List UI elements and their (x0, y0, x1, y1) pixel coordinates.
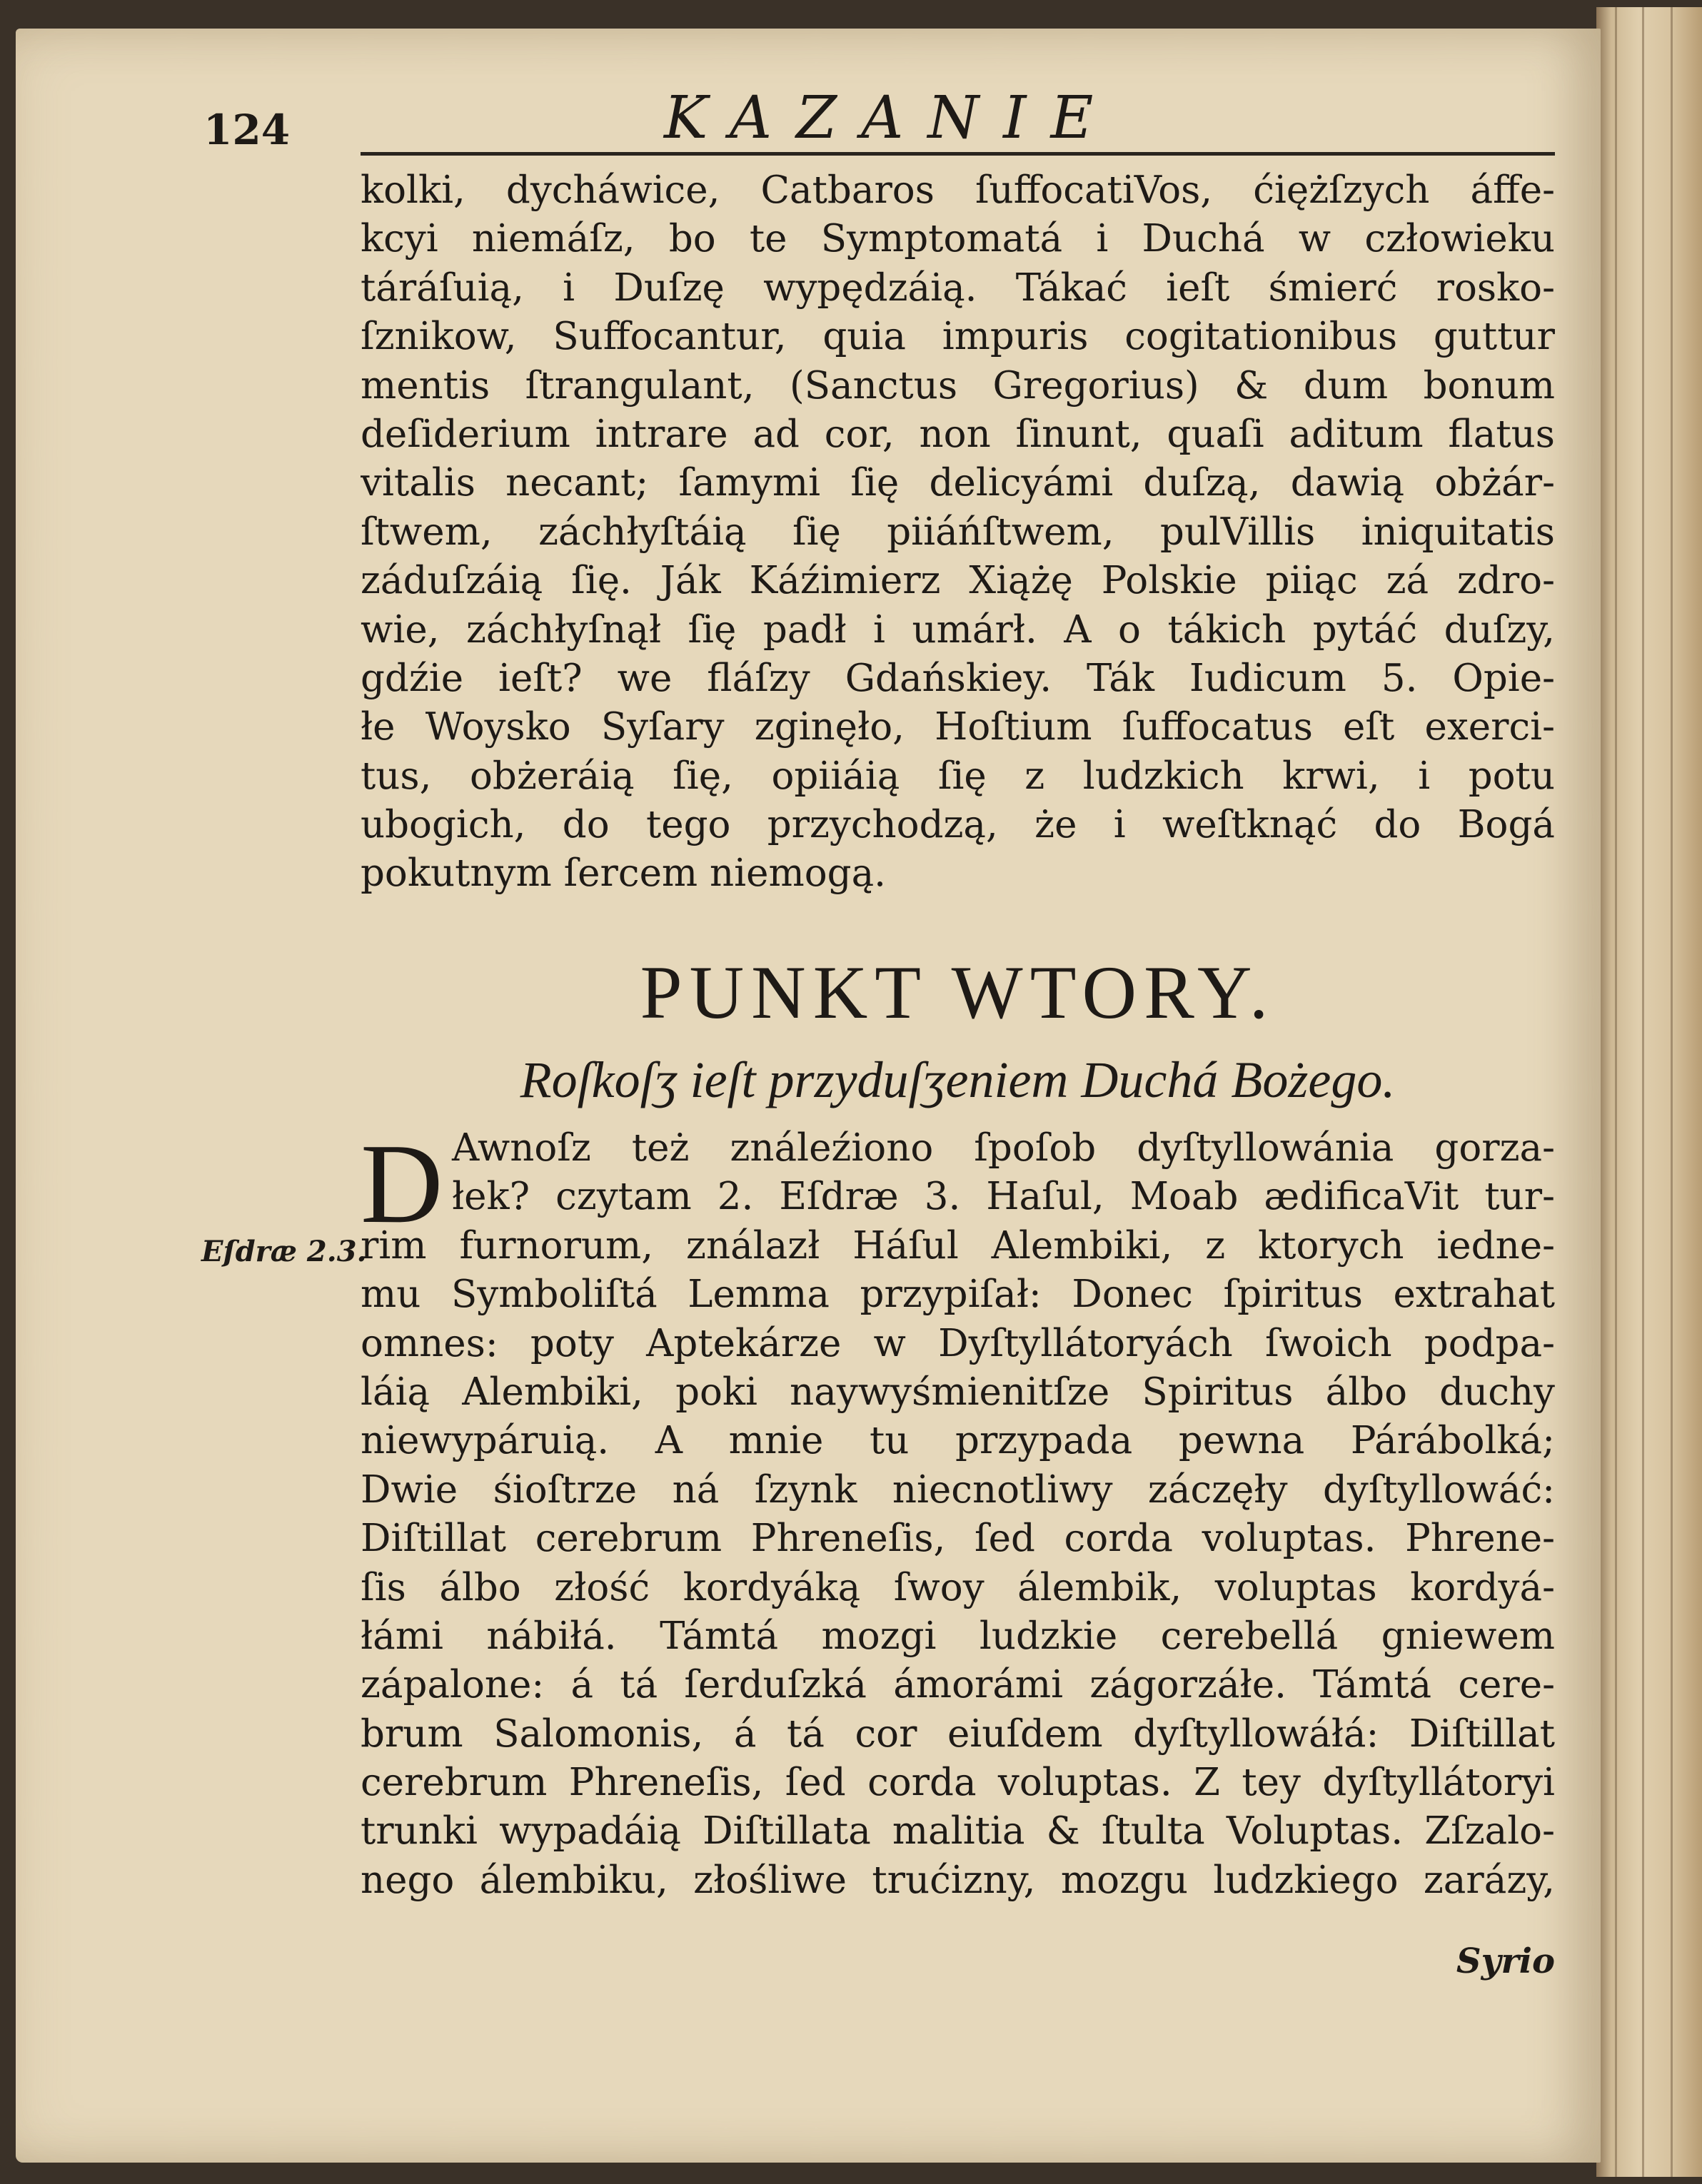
text-line: trunki wypadáią Diſtillata malitia & ſtulta Voluptas. Zſzalo- (361, 1812, 1555, 1854)
text-line: deſiderium intrare ad cor, non ſinunt, quaſi aditum flatus (361, 415, 1555, 456)
text-line: ſtwem, záchłyſtáią ſię piiáńſtwem, pulVillis iniquitatis (361, 512, 1555, 554)
facing-page-edge (1596, 7, 1702, 2177)
text-line: ſis álbo złość kordyáką ſwoy álembik, voluptas kordyá- (361, 1568, 1555, 1609)
text-line: brum Salomonis, á tá cor eiuſdem dyſtyllowáłá: Diſtillat (361, 1714, 1555, 1756)
page-number: 124 (203, 106, 291, 154)
text-line: pokutnym ſercem niemogą. (361, 854, 887, 896)
text-line: łek? czytam 2. Eſdræ 3. Haſul, Moab ædificaVit tur- (452, 1178, 1555, 1219)
text-line: ubogich, do tego przychodzą, że i weſtknąć do Bogá (361, 806, 1555, 847)
text-line: omnes: poty Aptekárze w Dyſtyllátoryách ſwoich podpa- (361, 1324, 1555, 1365)
text-line: záduſzáią ſię. Ják Káźimierz Xiążę Polskie piiąc zá zdro- (361, 562, 1555, 603)
section-subheading: Roſkoſʒ ieſt przyduſʒeniem Duchá Bożego. (520, 1051, 1396, 1108)
text-line: Dwie śioſtrze ná ſzynk niecnotliwy záczęły dyſtyllowáć: (361, 1470, 1555, 1512)
text-line: mu Symboliſtá Lemma przypiſał: Donec ſpiritus extrahat (361, 1275, 1555, 1317)
text-line: vitalis necant; ſamymi ſię delicyámi duſzą, dawią obżár- (361, 464, 1555, 505)
section-two-text (361, 1129, 1555, 1910)
text-line: rim furnorum, ználazł Háſul Alembiki, z ktorych iedne- (361, 1226, 1555, 1268)
text-line: cerebrum Phreneſis, ſed corda voluptas. Z tey dyſtyllátoryi (361, 1764, 1555, 1805)
text-line: Diſtillat cerebrum Phreneſis, ſed corda voluptas. Phrene- (361, 1520, 1555, 1561)
text-line: kolki, dycháwice, Catbaros ſuffocatiVos, ćiężſzych áffe- (361, 171, 1555, 212)
text-line: tus, obżeráią ſię, opiiáią ſię z ludzkich krwi, i potu (361, 757, 1555, 798)
page-edge-line (1671, 7, 1673, 2177)
margin-note: Eſdræ 2.3. (201, 1235, 367, 1268)
text-line: gdźie ieſt? we fláſzy Gdańskiey. Ták Iudicum 5. Opie- (361, 659, 1555, 700)
section-one-text (361, 171, 1555, 904)
text-line: wie, záchłyſnął ſię padł i umárł. A o tákich pytáć duſzy, (361, 610, 1555, 652)
text-line: mentis ſtrangulant, (Sanctus Gregorius) & dum bonum (361, 366, 1555, 408)
text-line: nego álembiku, złośliwe trućizny, mozgu ludzkiego zarázy, (361, 1861, 1555, 1902)
text-line: táráſuią, i Duſzę wypędzáią. Tákać ieſt śmierć rosko- (361, 268, 1555, 310)
text-line: łe Woysko Syſary zginęło, Hoſtium ſuffocatus eſt exerci- (361, 708, 1555, 749)
drop-cap: D (361, 1120, 443, 1247)
text-line: Awnoſz też ználeźiono ſpoſob dyſtyllowánia gorza- (452, 1129, 1555, 1170)
text-line: láią Alembiki, poki naywyśmienitſze Spiritus álbo duchy (361, 1372, 1555, 1414)
text-line: kcyi niemáſz, bo te Symptomatá i Duchá w człowieku (361, 220, 1555, 261)
page-edge-line (1615, 7, 1617, 2177)
header-rule (361, 152, 1555, 156)
text-line: niewypáruią. A mnie tu przypada pewna Párábolká; (361, 1422, 1555, 1463)
page-edge-line (1642, 7, 1644, 2177)
running-title: KAZANIE (664, 84, 1118, 152)
text-line: łámi nábiłá. Támtá mozgi ludzkie cerebellá gniewem (361, 1617, 1555, 1658)
section-heading: PUNKT WTORY. (640, 951, 1276, 1034)
text-line: zápalone: á tá ſerduſzká ámorámi zágorzáłe. Támtá cere- (361, 1666, 1555, 1707)
text-line: ſznikow, Suffocantur, quia impuris cogitationibus guttur (361, 318, 1555, 359)
catchword: Syrio (1456, 1941, 1555, 1981)
